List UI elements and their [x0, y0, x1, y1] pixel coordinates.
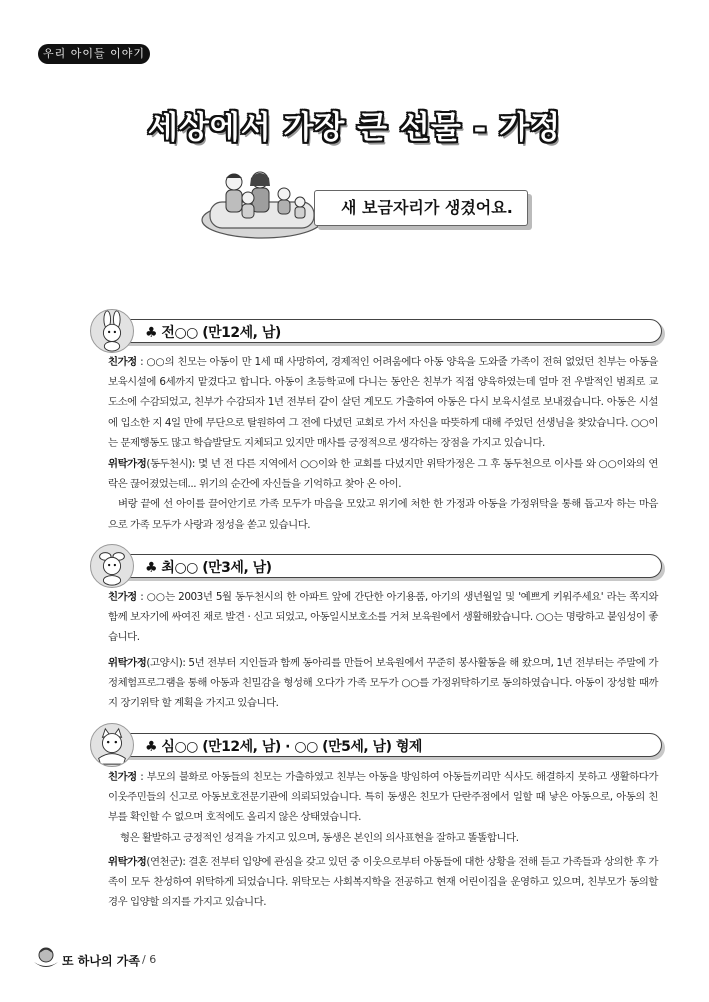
paragraph-text: : 몇 년 전 다른 지역에서 ○○이와 한 교회를 다녔지만 위탁가정은 그 후 동두천으로 이사를 와 ○○이와의 연락은 끊어졌었는데... 위기의 순간에 자신들을 기억하고 찾아 온 아이. — [108, 458, 658, 491]
child-3-birth-family — [108, 767, 658, 848]
footer-brand: 또 하나의 가족 — [62, 954, 140, 968]
page-number: / 6 — [142, 953, 157, 966]
child-1-foster-family — [108, 454, 658, 535]
child-header-bar — [114, 554, 662, 578]
child-header-3 — [90, 723, 664, 767]
label-foster-family: 위탁가정 — [108, 458, 147, 470]
child-header-bar — [114, 733, 662, 757]
rabbit-mascot-icon — [90, 309, 134, 353]
child-heading: ♣ 심○○ (만12세, 남) · ○○ (만5세, 남) 형제 — [145, 739, 422, 755]
child-3-foster-family — [108, 852, 658, 913]
paragraph-text: : 부모의 불화로 아동들의 친모는 가출하였고 친부는 아동을 방임하여 아동들끼리만 식사도 해결하지 못하고 생활하다가 이웃주민들의 신고로 아동보호전문기관에 의뢰되었습니다. 특히 동생은 친모가 단란주점에서 일할 때 낳은 아동으로, 아동의 친부를 확인할 수 없으며 호적에도 올리지 않은 상태였습니다. — [108, 771, 658, 824]
family-illustration-icon — [196, 168, 326, 240]
rabbit-mascot-icon — [90, 544, 134, 588]
label-foster-family: 위탁가정 — [108, 657, 147, 669]
child-1-birth-family — [108, 352, 658, 453]
foster-location: (고양시) — [146, 657, 183, 669]
label-birth-family: 친가정 — [108, 356, 137, 368]
child-header-2 — [90, 544, 664, 588]
paragraph-text: : 5년 전부터 지인들과 함께 동아리를 만들어 보육원에서 꾸준히 봉사활동을 해 왔으며, 1년 전부터는 주말에 가정체험프로그램을 통해 아동과 친밀감을 형성해 오다가 가족 모두가 ○○를 가정위탁하기로 동의하였습니다. 아동이 장성할 때까지 장기위탁 할 계획을 가지고 있습니다. — [108, 657, 658, 710]
paragraph-text-continued: 벼랑 끝에 선 아이를 끌어안기로 가족 모두가 마음을 모았고 위기에 처한 한 가정과 아동을 가정위탁을 통해 돕고자 하는 마음으로 가족 모두가 사랑과 정성을 쏟고 있습니다. — [108, 498, 658, 531]
section-tag: 우리 아이들 이야기 — [38, 44, 150, 64]
page-title: 세상에서 가장 큰 선물 - 가정 — [147, 110, 562, 146]
cat-mascot-icon — [90, 723, 134, 767]
child-2-foster-family — [108, 653, 658, 714]
child-heading: ♣ 전○○ (만12세, 남) — [145, 325, 281, 341]
paragraph-text-continued: 형은 활발하고 긍정적인 성격을 가지고 있으며, 동생은 본인의 의사표현을 잘하고 똘똘합니다. — [120, 831, 519, 844]
child-heading: ♣ 최○○ (만3세, 남) — [145, 560, 272, 576]
family-logo-icon — [32, 944, 60, 972]
child-header-1 — [90, 309, 664, 353]
child-header-bar — [114, 319, 662, 343]
paragraph-text: : 결혼 전부터 입양에 관심을 갖고 있던 중 이웃으로부터 아동들에 대한 상황을 전해 듣고 가족들과 상의한 후 가족이 모두 찬성하여 위탁하게 되었습니다. 위탁모는 사회복지학을 전공하고 현재 어린이집을 운영하고 있으며, 친부모가 동의할 경우 입양할 의지를 가지고 있습니다. — [108, 856, 658, 909]
paragraph-text: : ○○의 친모는 아동이 만 1세 때 사망하여, 경제적인 어려움에다 아동 양육을 도와줄 가족이 전혀 없었던 친부는 아동을 보육시설에 6세까지 맡겼다고 합니다. 아동이 초등학교에 다니는 동안은 친부가 직접 양육하였는데 얼마 전 우발적인 범죄로 교도소에 수감되었고, 친부가 수감되자 1년 전부터 같이 살던 계모도 가출하여 아동은 다시 보육시설로 보내졌습니다. 아동은 시설에 입소한 지 4일 만에 무단으로 탈원하여 그 전에 다녔던 교회로 가서 자신을 따뜻하게 대해 주었던 선생님을 찾았습니다. ○○이는 문제행동도 많고 학습발달도 지체되고 있지만 매사를 긍정적으로 생각하는 장점을 가지고 있습니다. — [108, 356, 658, 449]
foster-location: (연천군) — [146, 856, 183, 868]
label-birth-family: 친가정 — [108, 591, 137, 603]
foster-location: (동두천시) — [146, 458, 192, 470]
child-2-birth-family — [108, 587, 658, 648]
subtitle-box: 새 보금자리가 생겼어요. — [314, 190, 528, 226]
paragraph-text: : ○○는 2003년 5월 동두천시의 한 아파트 앞에 간단한 아기용품, 아기의 생년월일 및 '예쁘게 키워주세요' 라는 쪽지와 함께 보자기에 싸여진 채로 발견 · 신고 되었고, 아동일시보호소를 거쳐 보육원에서 생활해왔습니다. ○○는 명랑하고 붙임성이 좋습니다. — [108, 591, 658, 644]
label-birth-family: 친가정 — [108, 771, 137, 783]
label-foster-family: 위탁가정 — [108, 856, 147, 868]
